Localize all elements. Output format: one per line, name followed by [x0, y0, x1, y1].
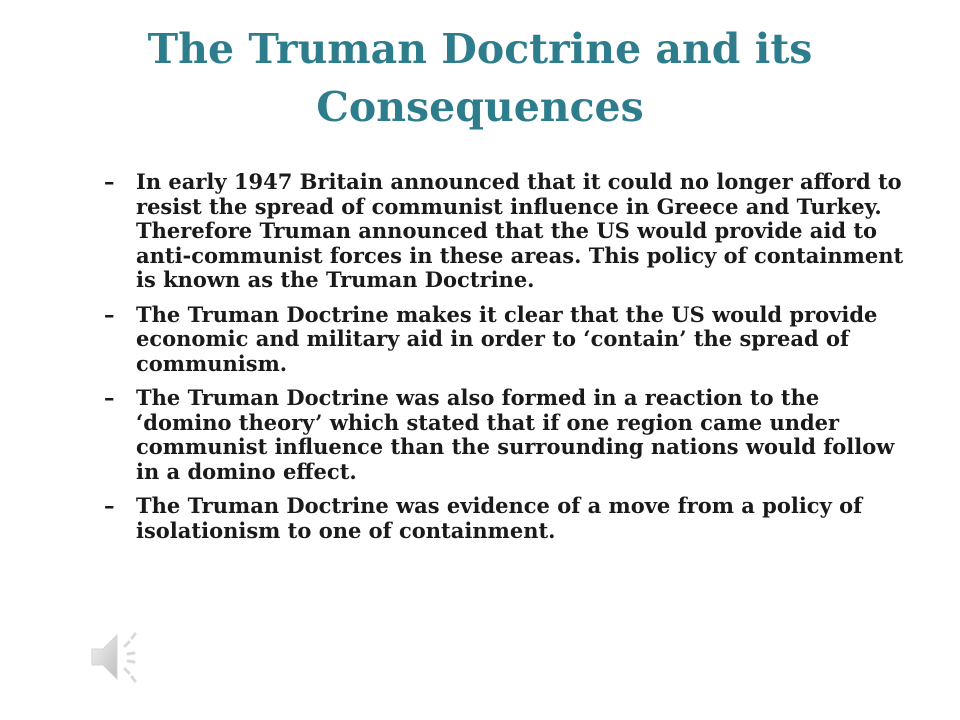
speaker-icon[interactable]: [88, 626, 150, 688]
bullet-marker: –: [104, 169, 115, 194]
speaker-icon-graphic: [88, 626, 150, 688]
bullet-item: [104, 303, 904, 377]
bullet-item: [104, 494, 904, 543]
bullet-text: In early 1947 Britain announced that it could no longer afford to resist the spread of communist influence in Greece and Turkey. Therefore Truman announced that the US would provide aid to anti-communist forces in these areas. This policy of containment is known as the Truman Doctrine.: [136, 169, 904, 292]
bullet-text: The Truman Doctrine makes it clear that the US would provide economic and military aid in order to ‘contain’ the spread of communism.: [136, 301, 878, 376]
bullet-list: [104, 170, 904, 553]
bullet-marker: –: [104, 385, 115, 410]
bullet-marker: –: [104, 301, 115, 327]
bullet-text: The Truman Doctrine was also formed in a reaction to the ‘domino theory’ which stated that if one region came under communist influence than the surrounding nations would follow in a domino effect.: [136, 385, 895, 484]
slide-title: The Truman Doctrine and its Consequences: [147, 25, 813, 131]
bullet-item: [104, 386, 904, 484]
bullet-marker: –: [104, 493, 115, 518]
bullet-item: [104, 170, 904, 293]
bullet-text: The Truman Doctrine was evidence of a move from a policy of isolationism to one of containment.: [136, 493, 863, 543]
